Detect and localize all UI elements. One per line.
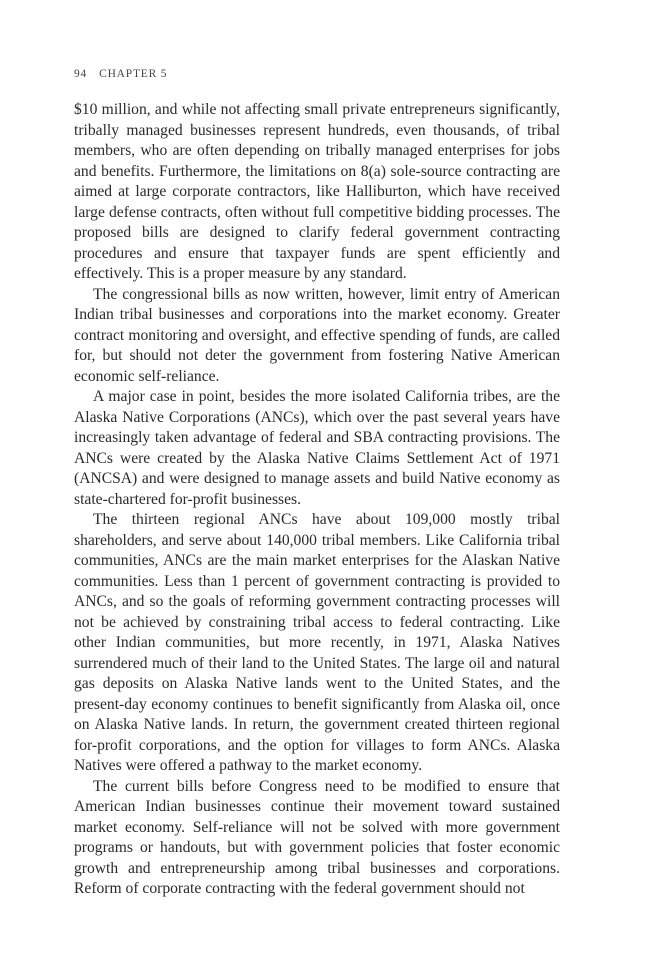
chapter-label: CHAPTER 5: [99, 68, 168, 80]
paragraph: The congressional bills as now written, however, limit entry of American Indian tribal businesses and corporations into the market economy. Greater contract monitoring and oversight, and effective spending of funds, are called for, but should not deter the government from fostering Native American economic self-reliance.: [74, 285, 560, 385]
running-head: [74, 68, 167, 80]
body-text: [74, 100, 560, 900]
paragraph: The thirteen regional ANCs have about 109,000 mostly tribal shareholders, and serve about 140,000 tribal members. Like California tribal communities, ANCs are the main market enterprises for the Alaskan Native communities. Less than 1 percent of government contracting is provided to ANCs, and so the goals of reforming government contracting processes will not be achieved by constraining tribal access to federal contracting. Like other Indian communities, but more recently, in 1971, Alaska Natives surrendered much of their land to the United States. The large oil and natural gas deposits on Alaska Native lands went to the United States, and the present-day economy continues to benefit significantly from Alaska oil, once on Alaska Native lands. In return, the government created thirteen regional for-profit corporations, and the option for villages to form ANCs. Alaska Natives were offered a pathway to the market economy.: [74, 511, 560, 774]
page-number: 94: [74, 68, 88, 80]
paragraph: A major case in point, besides the more isolated California tribes, are the Alaska Native Corporations (ANCs), which over the past several years have increasingly taken advantage of federal and SBA contracting provisions. The ANCs were created by the Alaska Native Claims Settlement Act of 1971 (ANCSA) and were designed to manage assets and build Native economy as state-chartered for-profit businesses.: [74, 388, 560, 508]
paragraph: The current bills before Congress need to be modified to ensure that American Indian businesses continue their movement toward sustained market economy. Self-reliance will not be solved with more government programs or handouts, but with government policies that foster economic growth and entrepreneurship among tribal businesses and corporations. Reform of corporate contracting with the federal government should not: [74, 777, 560, 897]
paragraph: $10 million, and while not affecting small private entrepreneurs significantly, tribally managed businesses represent hundreds, even thousands, of tribal members, who are often depending on tribally managed enterprises for jobs and benefits. Furthermore, the limitations on 8(a) sole-source contracting are aimed at large corporate contractors, like Halliburton, which have received large defense contracts, often without full competitive bidding processes. The proposed bills are designed to clarify federal government contracting procedures and ensure that taxpayer funds are spent efficiently and effectively. This is a proper measure by any standard.: [74, 101, 560, 282]
